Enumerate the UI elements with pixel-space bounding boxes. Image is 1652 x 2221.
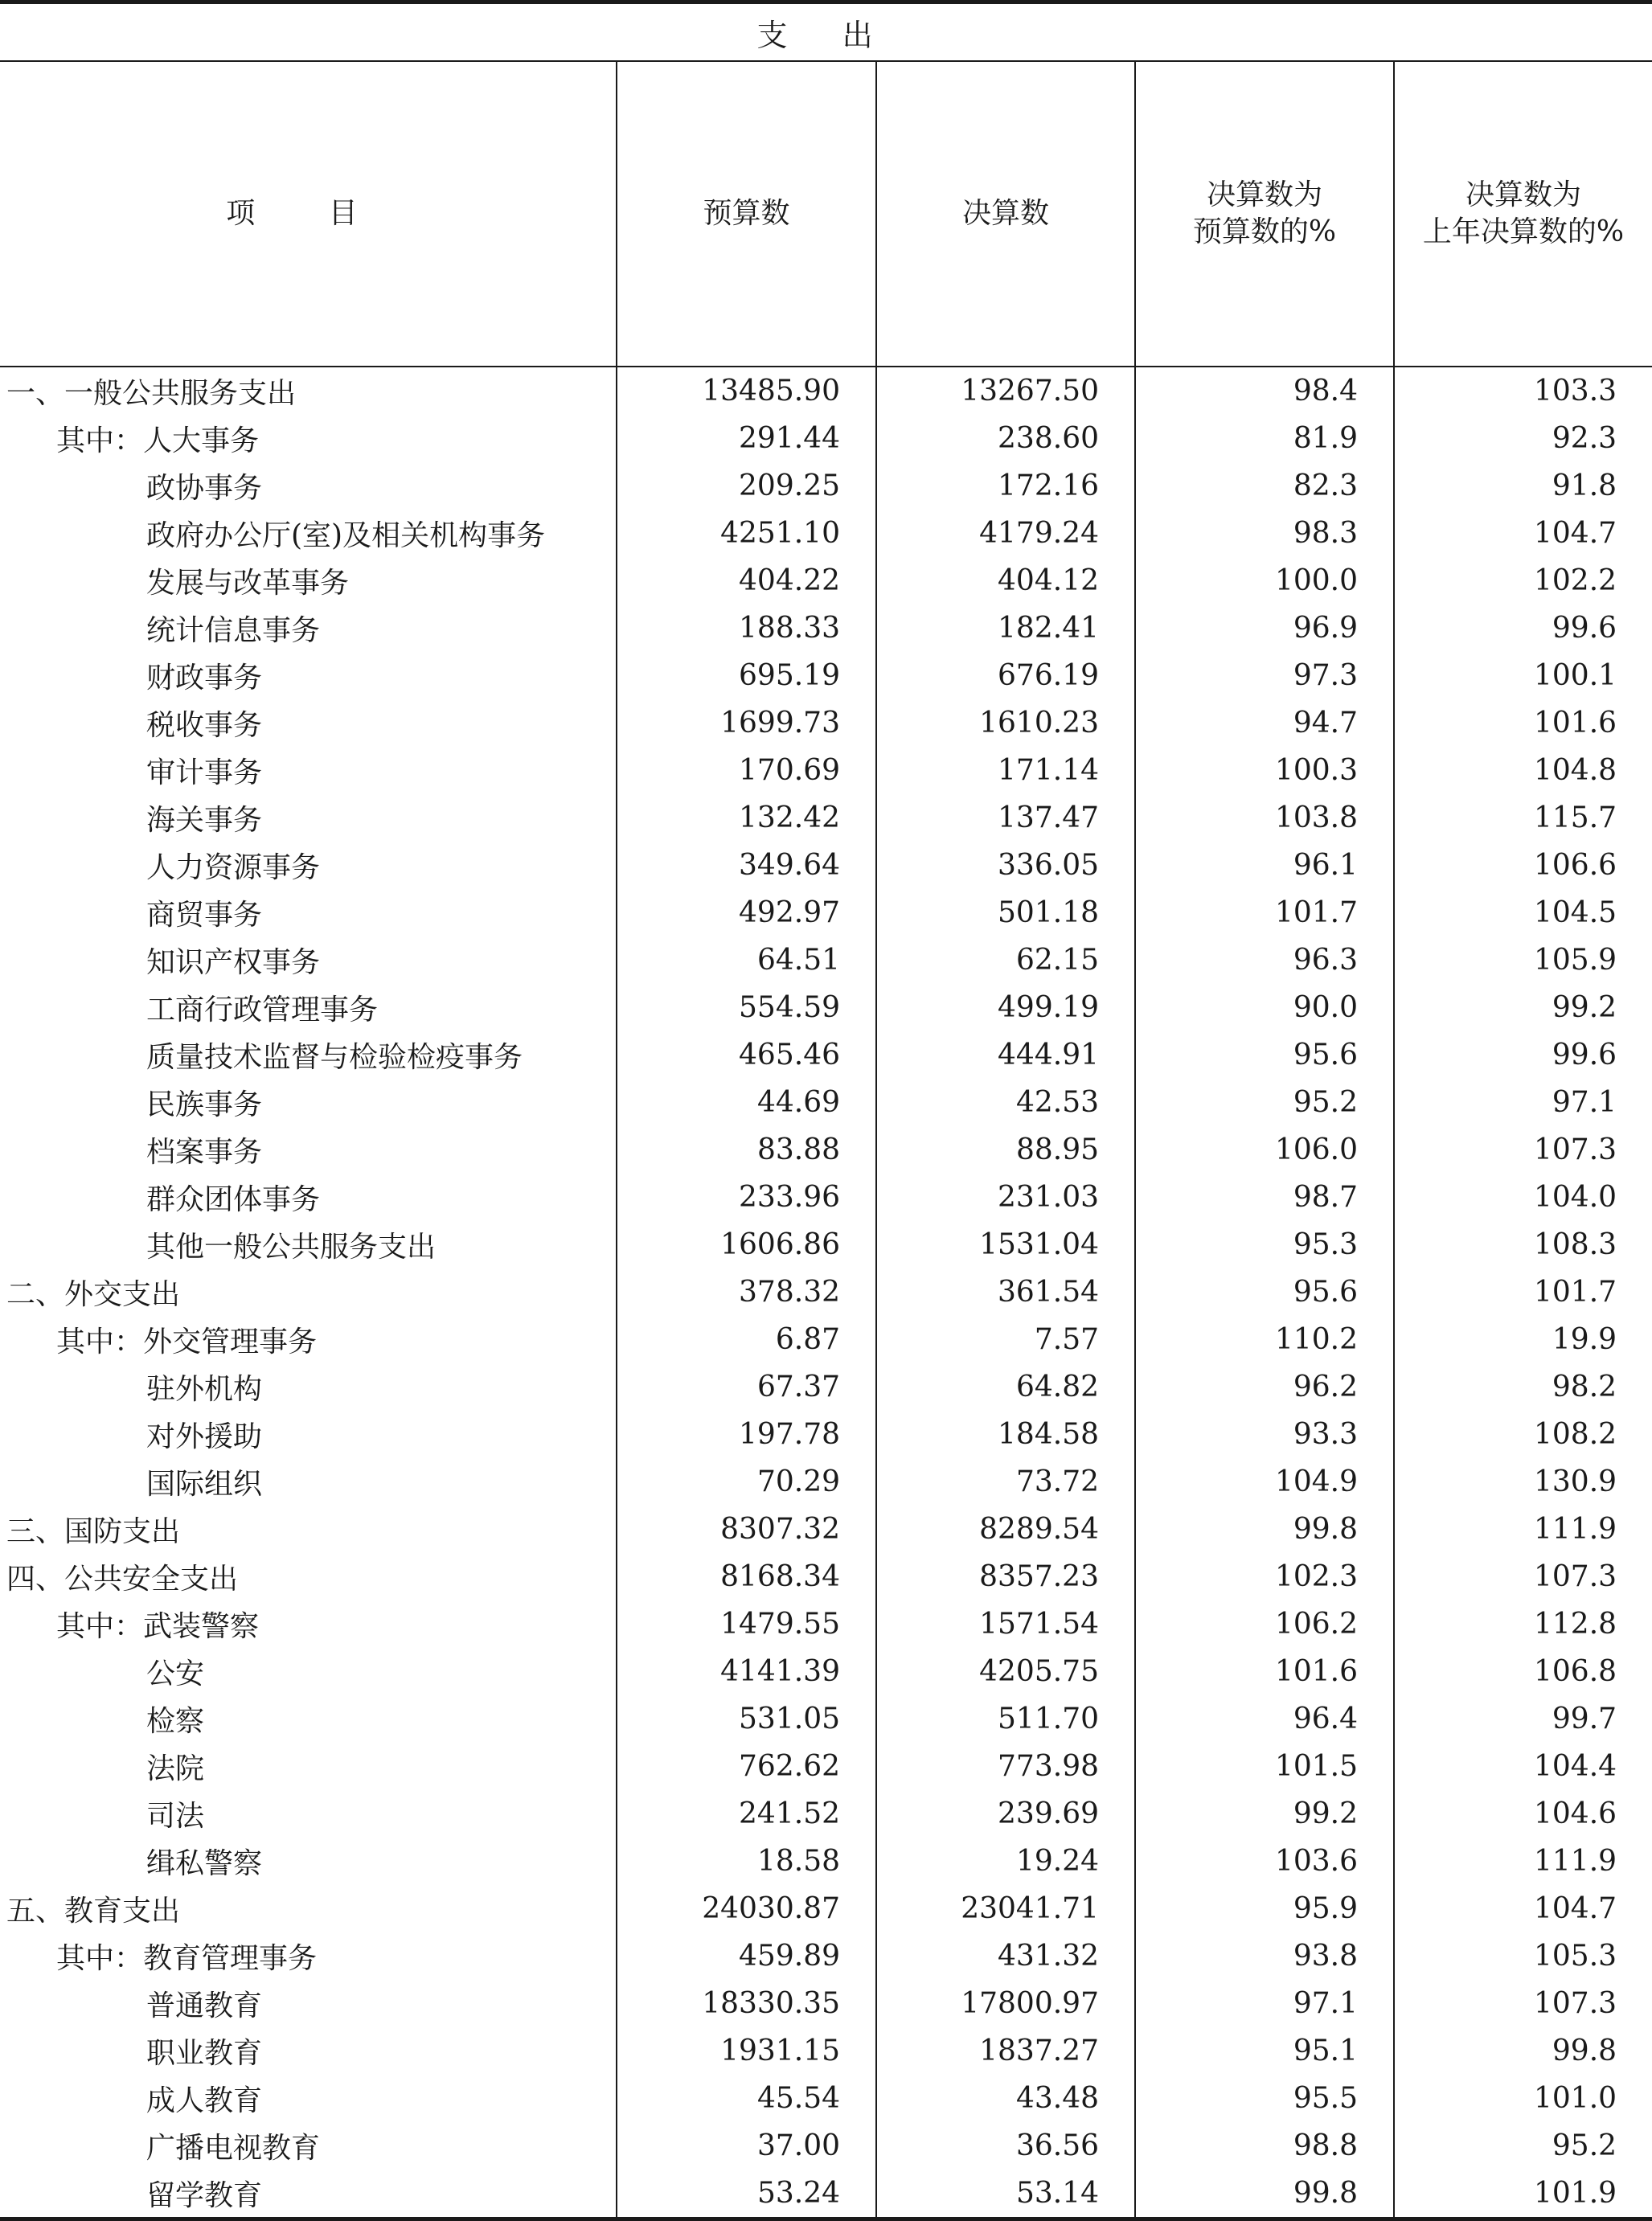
cell-final: 231.03 (876, 1174, 1135, 1221)
row-label: 质量技术监督与检验检疫事务 (146, 1041, 523, 1074)
cell-pct-budget: 82.3 (1135, 462, 1394, 510)
table-row (0, 984, 1652, 1031)
cell-final: 1837.27 (876, 2027, 1135, 2075)
table-row (0, 747, 1652, 794)
cell-pct-budget: 81.9 (1135, 415, 1394, 462)
cell-budget: 18.58 (617, 1838, 876, 1885)
table-row (0, 1790, 1652, 1838)
cell-budget: 349.64 (617, 842, 876, 889)
cell-final: 238.60 (876, 415, 1135, 462)
cell-final: 239.69 (876, 1790, 1135, 1838)
cell-pct-budget: 99.8 (1135, 1506, 1394, 1553)
cell-pct-prev: 101.7 (1394, 1268, 1652, 1316)
table-row (0, 794, 1652, 842)
cell-budget: 132.42 (617, 794, 876, 842)
cell-final: 773.98 (876, 1743, 1135, 1790)
row-label: 成人教育 (146, 2084, 263, 2117)
cell-pct-prev: 99.7 (1394, 1695, 1652, 1743)
cell-budget: 6.87 (617, 1316, 876, 1363)
cell-pct-prev: 104.0 (1394, 1174, 1652, 1221)
cell-budget: 8307.32 (617, 1506, 876, 1553)
cell-final: 361.54 (876, 1268, 1135, 1316)
cell-budget: 209.25 (617, 462, 876, 510)
table-row (0, 1079, 1652, 1126)
cell-budget: 197.78 (617, 1411, 876, 1458)
row-label: 商贸事务 (146, 899, 263, 932)
cell-final: 73.72 (876, 1458, 1135, 1506)
cell-pct-budget: 98.7 (1135, 1174, 1394, 1221)
row-label: 群众团体事务 (146, 1183, 321, 1216)
cell-budget: 70.29 (617, 1458, 876, 1506)
row-label: 三、国防支出 (6, 1515, 181, 1548)
cell-final: 499.19 (876, 984, 1135, 1031)
row-label: 普通教育 (146, 1989, 263, 2022)
row-label: 政府办公厅(室)及相关机构事务 (146, 519, 546, 552)
cell-pct-budget: 99.2 (1135, 1790, 1394, 1838)
cell-pct-prev: 107.3 (1394, 1553, 1652, 1600)
cell-pct-budget: 95.6 (1135, 1268, 1394, 1316)
cell-pct-budget: 101.6 (1135, 1648, 1394, 1695)
cell-pct-prev: 111.9 (1394, 1506, 1652, 1553)
header-pct-prev-line1: 决算数为 (1465, 178, 1582, 211)
table-row (0, 1126, 1652, 1174)
table-row (0, 2027, 1652, 2075)
cell-final: 511.70 (876, 1695, 1135, 1743)
table-row (0, 1553, 1652, 1600)
table-row (0, 462, 1652, 510)
cell-pct-budget: 94.7 (1135, 699, 1394, 747)
cell-final: 19.24 (876, 1838, 1135, 1885)
table-row (0, 2170, 1652, 2219)
row-label: 其中：人大事务 (56, 424, 260, 457)
table-row (0, 2075, 1652, 2122)
cell-pct-prev: 103.3 (1394, 367, 1652, 415)
row-label: 海关事务 (146, 804, 263, 837)
row-label: 缉私警察 (146, 1847, 263, 1880)
table-title-row (0, 2, 1652, 62)
table-row (0, 367, 1652, 415)
cell-budget: 291.44 (617, 415, 876, 462)
cell-budget: 8168.34 (617, 1553, 876, 1600)
cell-final: 431.32 (876, 1932, 1135, 1980)
cell-pct-budget: 90.0 (1135, 984, 1394, 1031)
cell-budget: 53.24 (617, 2170, 876, 2219)
cell-pct-budget: 96.3 (1135, 936, 1394, 984)
table-row (0, 1885, 1652, 1932)
cell-final: 53.14 (876, 2170, 1135, 2219)
cell-final: 1610.23 (876, 699, 1135, 747)
cell-final: 1531.04 (876, 1221, 1135, 1268)
row-label: 五、教育支出 (6, 1895, 181, 1928)
cell-final: 8289.54 (876, 1506, 1135, 1553)
cell-budget: 4251.10 (617, 510, 876, 557)
cell-pct-prev: 92.3 (1394, 415, 1652, 462)
cell-budget: 378.32 (617, 1268, 876, 1316)
table-row (0, 557, 1652, 604)
cell-budget: 1479.55 (617, 1600, 876, 1648)
row-label: 公安 (146, 1658, 205, 1690)
row-label: 四、公共安全支出 (6, 1563, 239, 1596)
row-label: 一、一般公共服务支出 (6, 377, 297, 410)
table-row (0, 1648, 1652, 1695)
cell-pct-budget: 95.1 (1135, 2027, 1394, 2075)
cell-pct-budget: 106.2 (1135, 1600, 1394, 1648)
row-label: 其中：武装警察 (56, 1610, 260, 1643)
cell-final: 137.47 (876, 794, 1135, 842)
row-label: 发展与改革事务 (146, 567, 350, 600)
cell-pct-budget: 96.4 (1135, 1695, 1394, 1743)
table-row (0, 510, 1652, 557)
row-label: 审计事务 (146, 756, 263, 789)
table-header-row (0, 61, 1652, 367)
cell-pct-prev: 104.7 (1394, 1885, 1652, 1932)
header-budget: 预算数 (617, 61, 876, 367)
cell-pct-budget: 97.3 (1135, 652, 1394, 699)
table-body (0, 367, 1652, 2219)
cell-pct-prev: 104.4 (1394, 1743, 1652, 1790)
cell-pct-budget: 96.2 (1135, 1363, 1394, 1411)
cell-final: 17800.97 (876, 1980, 1135, 2027)
cell-pct-budget: 96.9 (1135, 604, 1394, 652)
cell-pct-budget: 98.3 (1135, 510, 1394, 557)
row-label: 其中：教育管理事务 (56, 1942, 318, 1975)
cell-pct-budget: 98.4 (1135, 367, 1394, 415)
cell-budget: 531.05 (617, 1695, 876, 1743)
cell-pct-budget: 104.9 (1135, 1458, 1394, 1506)
table-title: 支 出 (0, 2, 1652, 62)
table-row (0, 842, 1652, 889)
cell-pct-prev: 108.3 (1394, 1221, 1652, 1268)
cell-pct-prev: 130.9 (1394, 1458, 1652, 1506)
table-row (0, 699, 1652, 747)
cell-budget: 1931.15 (617, 2027, 876, 2075)
cell-final: 36.56 (876, 2122, 1135, 2170)
table-row (0, 1600, 1652, 1648)
cell-budget: 4141.39 (617, 1648, 876, 1695)
cell-budget: 492.97 (617, 889, 876, 936)
cell-pct-prev: 115.7 (1394, 794, 1652, 842)
cell-final: 182.41 (876, 604, 1135, 652)
cell-pct-budget: 110.2 (1135, 1316, 1394, 1363)
cell-final: 184.58 (876, 1411, 1135, 1458)
table-row (0, 415, 1652, 462)
row-label: 民族事务 (146, 1088, 263, 1121)
cell-final: 42.53 (876, 1079, 1135, 1126)
cell-pct-budget: 95.6 (1135, 1031, 1394, 1079)
header-final: 决算数 (876, 61, 1135, 367)
cell-budget: 241.52 (617, 1790, 876, 1838)
cell-pct-budget: 97.1 (1135, 1980, 1394, 2027)
row-label: 税收事务 (146, 709, 263, 742)
table-row (0, 652, 1652, 699)
cell-pct-prev: 99.6 (1394, 1031, 1652, 1079)
cell-pct-prev: 105.3 (1394, 1932, 1652, 1980)
cell-final: 8357.23 (876, 1553, 1135, 1600)
cell-final: 676.19 (876, 652, 1135, 699)
header-pct-budget (1135, 61, 1394, 367)
table-row (0, 604, 1652, 652)
cell-pct-budget: 103.8 (1135, 794, 1394, 842)
cell-pct-prev: 100.1 (1394, 652, 1652, 699)
cell-final: 1571.54 (876, 1600, 1135, 1648)
table-row (0, 1838, 1652, 1885)
cell-final: 501.18 (876, 889, 1135, 936)
cell-budget: 762.62 (617, 1743, 876, 1790)
cell-budget: 459.89 (617, 1932, 876, 1980)
cell-budget: 45.54 (617, 2075, 876, 2122)
cell-pct-budget: 100.3 (1135, 747, 1394, 794)
cell-pct-prev: 97.1 (1394, 1079, 1652, 1126)
cell-pct-budget: 95.9 (1135, 1885, 1394, 1932)
cell-pct-budget: 93.3 (1135, 1411, 1394, 1458)
cell-final: 336.05 (876, 842, 1135, 889)
header-item: 项 目 (0, 61, 617, 367)
cell-budget: 554.59 (617, 984, 876, 1031)
cell-budget: 233.96 (617, 1174, 876, 1221)
row-label: 法院 (146, 1752, 205, 1785)
row-label: 财政事务 (146, 662, 263, 695)
cell-budget: 67.37 (617, 1363, 876, 1411)
row-label: 人力资源事务 (146, 851, 321, 884)
row-label: 对外援助 (146, 1420, 263, 1453)
header-pct-budget-line1: 决算数为 (1206, 178, 1322, 211)
row-label: 其中：外交管理事务 (56, 1326, 318, 1358)
table-row (0, 1363, 1652, 1411)
cell-pct-prev: 19.9 (1394, 1316, 1652, 1363)
cell-pct-prev: 101.0 (1394, 2075, 1652, 2122)
cell-final: 171.14 (876, 747, 1135, 794)
cell-pct-prev: 101.9 (1394, 2170, 1652, 2219)
row-label: 其他一般公共服务支出 (146, 1231, 437, 1264)
cell-pct-prev: 111.9 (1394, 1838, 1652, 1885)
table-row (0, 1506, 1652, 1553)
cell-budget: 188.33 (617, 604, 876, 652)
cell-budget: 13485.90 (617, 367, 876, 415)
cell-pct-prev: 108.2 (1394, 1411, 1652, 1458)
cell-pct-budget: 103.6 (1135, 1838, 1394, 1885)
cell-final: 4179.24 (876, 510, 1135, 557)
cell-pct-prev: 104.8 (1394, 747, 1652, 794)
cell-final: 64.82 (876, 1363, 1135, 1411)
cell-budget: 64.51 (617, 936, 876, 984)
header-pct-prev-line2: 上年决算数的% (1422, 215, 1625, 248)
cell-pct-budget: 99.8 (1135, 2170, 1394, 2219)
table-row (0, 889, 1652, 936)
row-label: 国际组织 (146, 1468, 263, 1501)
cell-budget: 24030.87 (617, 1885, 876, 1932)
cell-final: 88.95 (876, 1126, 1135, 1174)
cell-pct-budget: 100.0 (1135, 557, 1394, 604)
cell-final: 444.91 (876, 1031, 1135, 1079)
cell-budget: 465.46 (617, 1031, 876, 1079)
table-row (0, 1458, 1652, 1506)
cell-pct-prev: 99.6 (1394, 604, 1652, 652)
cell-pct-prev: 102.2 (1394, 557, 1652, 604)
row-label: 职业教育 (146, 2037, 263, 2070)
row-label: 工商行政管理事务 (146, 994, 379, 1026)
cell-pct-prev: 91.8 (1394, 462, 1652, 510)
cell-pct-prev: 112.8 (1394, 1600, 1652, 1648)
row-label: 司法 (146, 1800, 205, 1833)
table-row (0, 1411, 1652, 1458)
cell-final: 7.57 (876, 1316, 1135, 1363)
cell-budget: 44.69 (617, 1079, 876, 1126)
table-row (0, 1221, 1652, 1268)
cell-pct-budget: 95.3 (1135, 1221, 1394, 1268)
cell-final: 43.48 (876, 2075, 1135, 2122)
row-label: 二、外交支出 (6, 1278, 181, 1311)
cell-pct-budget: 96.1 (1135, 842, 1394, 889)
cell-budget: 404.22 (617, 557, 876, 604)
cell-pct-prev: 101.6 (1394, 699, 1652, 747)
row-label: 驻外机构 (146, 1373, 263, 1406)
cell-pct-budget: 101.5 (1135, 1743, 1394, 1790)
cell-budget: 1606.86 (617, 1221, 876, 1268)
cell-pct-prev: 104.5 (1394, 889, 1652, 936)
cell-final: 13267.50 (876, 367, 1135, 415)
cell-pct-prev: 98.2 (1394, 1363, 1652, 1411)
cell-pct-prev: 104.6 (1394, 1790, 1652, 1838)
row-label: 统计信息事务 (146, 614, 321, 647)
row-label: 留学教育 (0, 2170, 617, 2219)
cell-final: 172.16 (876, 462, 1135, 510)
table-row (0, 1932, 1652, 1980)
table-row (0, 2122, 1652, 2170)
cell-pct-prev: 95.2 (1394, 2122, 1652, 2170)
table-row (0, 1980, 1652, 2027)
cell-pct-prev: 106.6 (1394, 842, 1652, 889)
cell-pct-budget: 93.8 (1135, 1932, 1394, 1980)
table-row (0, 1174, 1652, 1221)
row-label: 知识产权事务 (146, 946, 321, 979)
cell-pct-prev: 99.8 (1394, 2027, 1652, 2075)
cell-pct-prev: 105.9 (1394, 936, 1652, 984)
cell-pct-prev: 107.3 (1394, 1126, 1652, 1174)
cell-pct-prev: 107.3 (1394, 1980, 1652, 2027)
header-pct-budget-line2: 预算数的% (1192, 215, 1337, 248)
table-row (0, 1031, 1652, 1079)
cell-pct-prev: 106.8 (1394, 1648, 1652, 1695)
cell-budget: 170.69 (617, 747, 876, 794)
row-label: 检察 (146, 1705, 205, 1738)
cell-pct-budget: 95.2 (1135, 1079, 1394, 1126)
cell-final: 23041.71 (876, 1885, 1135, 1932)
cell-budget: 695.19 (617, 652, 876, 699)
row-label: 政协事务 (146, 472, 263, 505)
header-pct-prev (1394, 61, 1652, 367)
cell-budget: 1699.73 (617, 699, 876, 747)
table-row (0, 1743, 1652, 1790)
cell-final: 4205.75 (876, 1648, 1135, 1695)
table-row (0, 1695, 1652, 1743)
cell-final: 62.15 (876, 936, 1135, 984)
cell-final: 404.12 (876, 557, 1135, 604)
row-label: 档案事务 (146, 1136, 263, 1169)
cell-pct-budget: 101.7 (1135, 889, 1394, 936)
cell-pct-prev: 104.7 (1394, 510, 1652, 557)
cell-budget: 18330.35 (617, 1980, 876, 2027)
cell-budget: 37.00 (617, 2122, 876, 2170)
cell-pct-budget: 102.3 (1135, 1553, 1394, 1600)
cell-pct-budget: 106.0 (1135, 1126, 1394, 1174)
table-row (0, 1316, 1652, 1363)
row-label: 广播电视教育 (146, 2132, 321, 2165)
table-row (0, 936, 1652, 984)
table-row (0, 1268, 1652, 1316)
cell-pct-budget: 98.8 (1135, 2122, 1394, 2170)
cell-budget: 83.88 (617, 1126, 876, 1174)
cell-pct-budget: 95.5 (1135, 2075, 1394, 2122)
cell-pct-prev: 99.2 (1394, 984, 1652, 1031)
